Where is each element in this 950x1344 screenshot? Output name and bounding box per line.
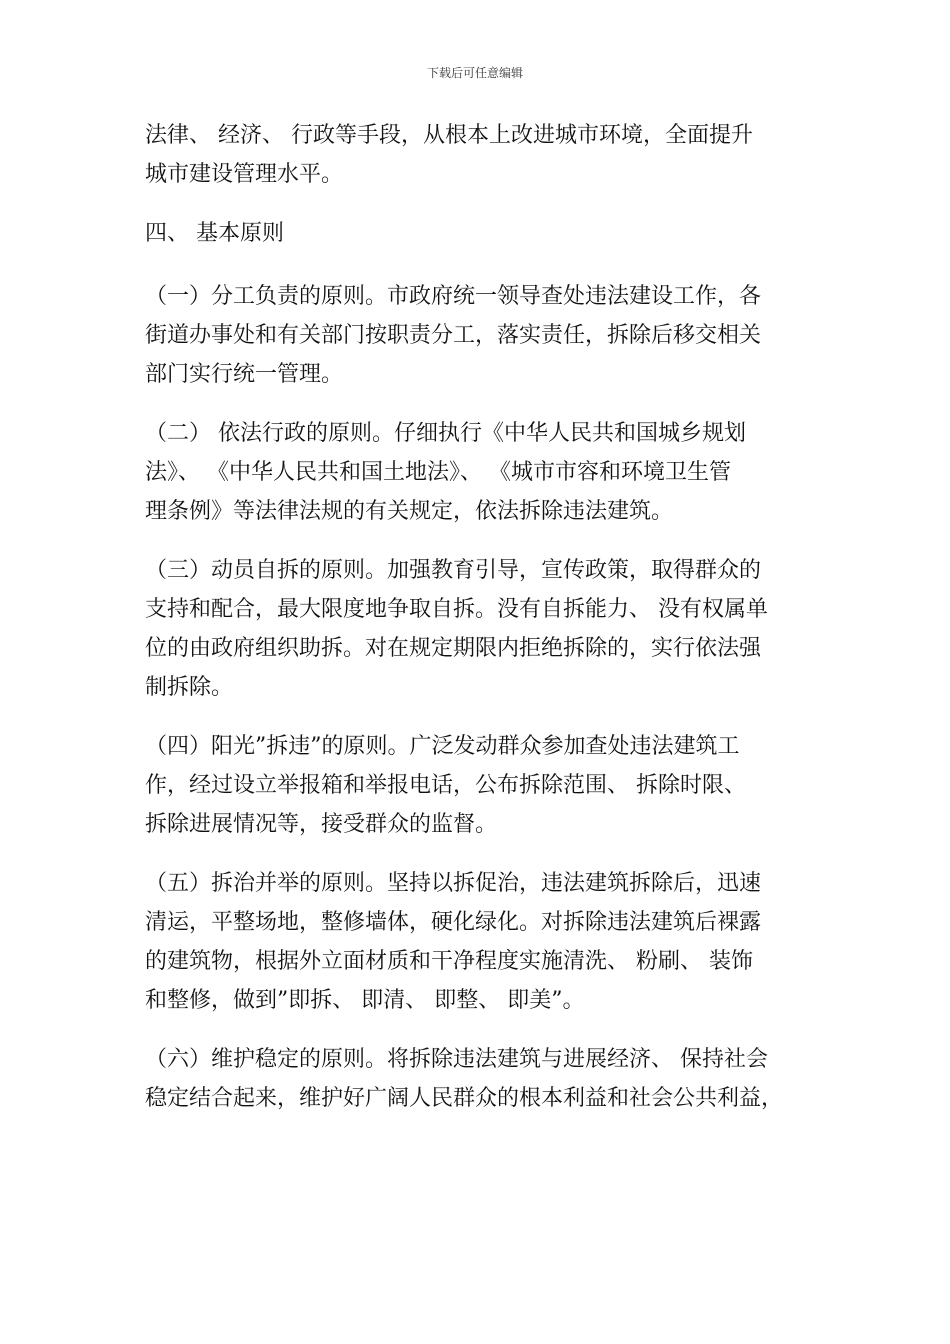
document-body: [145, 116, 810, 1138]
text-line: 的建筑物，根据外立面材质和干净程度实施清洗、 粉刷、 装饰: [145, 949, 753, 974]
text-line: 部门实行统一管理。: [145, 362, 344, 387]
text-line: 清运，平整场地，整修墙体，硬化绿化。对拆除违法建筑后裸露: [145, 910, 762, 935]
text-line: 稳定结合起来，维护好广阔人民群众的根本利益和社会公共利益，: [145, 1086, 784, 1111]
paragraph-principle-4: [145, 727, 810, 844]
text-line: 拆除进展情况等，接受群众的监督。: [145, 812, 498, 837]
text-line: 法律、 经济、 行政等手段，从根本上改进城市环境，全面提升: [145, 123, 753, 148]
text-line: （四）阳光”拆违”的原则。广泛发动群众参加查处违法建筑工: [145, 734, 740, 759]
paragraph-principle-5: [145, 864, 810, 1020]
paragraph-principle-1: [145, 277, 810, 394]
paragraph-principle-2: [145, 414, 810, 531]
text-line: 四、 基本原则: [145, 221, 284, 246]
section-heading: [145, 214, 810, 253]
paragraph-intro-continuation: [145, 116, 810, 194]
text-line: （二） 依法行政的原则。仔细执行《中华人民共和国城乡规划: [145, 421, 746, 446]
text-line: 作，经过设立举报箱和举报电话，公布拆除范围、 拆除时限、: [145, 773, 746, 798]
page-header: 下载后可任意编辑: [426, 66, 523, 80]
text-line: 位的由政府组织助拆。对在规定期限内拒绝拆除的，实行依法强: [145, 636, 762, 661]
text-line: 制拆除。: [145, 675, 234, 700]
text-line: （五）拆治并举的原则。坚持以拆促治，违法建筑拆除后，迅速: [145, 871, 762, 896]
text-line: 城市建设管理水平。: [145, 162, 344, 187]
paragraph-principle-3: [145, 551, 810, 707]
text-line: 和整修，做到”即拆、 即清、 即整、 即美”。: [145, 988, 585, 1013]
text-line: （三）动员自拆的原则。加强教育引导，宣传政策，取得群众的: [145, 558, 762, 583]
text-line: 街道办事处和有关部门按职责分工，落实责任，拆除后移交相关: [145, 323, 762, 348]
text-line: （六）维护稳定的原则。将拆除违法建筑与进展经济、 保持社会: [145, 1047, 768, 1072]
text-line: 法》、 《中华人民共和国土地法》、 《城市市容和环境卫生管: [145, 460, 731, 485]
text-line: 支持和配合，最大限度地争取自拆。没有自拆能力、 没有权属单: [145, 597, 768, 622]
text-line: 理条例》等法律法规的有关规定，依法拆除违法建筑。: [145, 499, 674, 524]
paragraph-principle-6: [145, 1040, 810, 1118]
text-line: （一）分工负责的原则。市政府统一领导查处违法建设工作，各: [145, 284, 762, 309]
